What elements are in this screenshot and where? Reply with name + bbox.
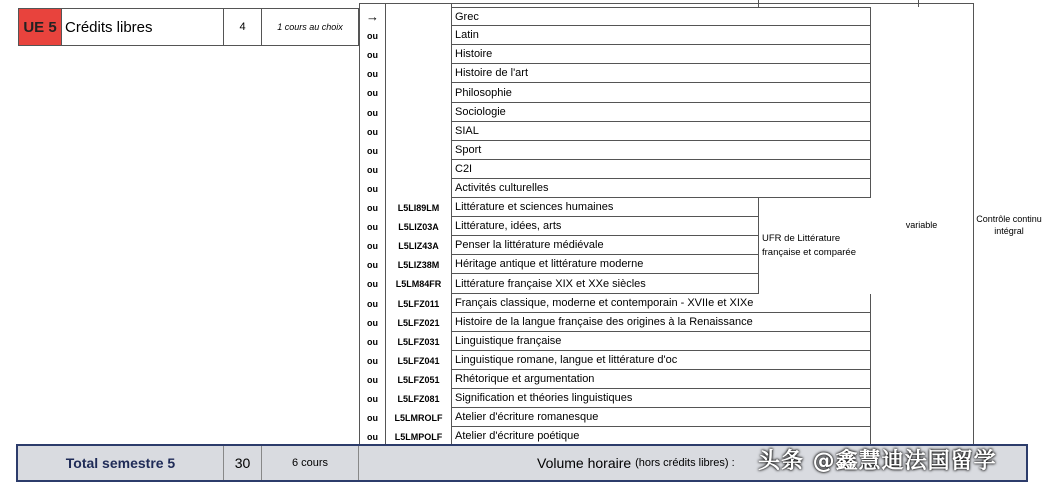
course-name: Philosophie: [452, 83, 871, 103]
course-name: Grec: [452, 7, 871, 26]
grid-tick-ufr: [758, 0, 759, 7]
course-code: [386, 26, 451, 45]
total-label: Total semestre 5: [18, 446, 224, 480]
course-code: [386, 7, 451, 26]
course-name: Linguistique romane, langue et littérature d'oc: [452, 351, 871, 370]
course-name: Sociologie: [452, 103, 871, 122]
or-connector: ou: [367, 374, 378, 385]
or-connector: ou: [367, 431, 378, 442]
course-name: SIAL: [452, 122, 871, 141]
course-name: Héritage antique et littérature moderne: [452, 255, 759, 274]
or-connector: ou: [367, 145, 378, 156]
course-code: [386, 160, 451, 179]
course-name: Littérature et sciences humaines: [452, 198, 759, 217]
course-code: L5LFZ081: [397, 393, 440, 404]
or-connector: ou: [367, 88, 378, 98]
grid-tick-hours: [918, 0, 919, 7]
course-name: Français classique, moderne et contemporain - XVIIe et XIXe: [452, 294, 871, 313]
ue-choice: 1 cours au choix: [262, 8, 359, 46]
hours-value: variable: [905, 220, 938, 230]
or-connector: ou: [367, 183, 378, 194]
course-name: Sport: [452, 141, 871, 160]
or-connector: ou: [367, 49, 378, 60]
ufr-label: UFR de Littérature française et comparée: [758, 198, 870, 294]
course-code: L5LI89LM: [397, 202, 440, 213]
total-courses: 6 cours: [262, 446, 359, 480]
volume-note: (hors crédits libres) :: [635, 457, 735, 469]
ue-title: Crédits libres: [62, 8, 224, 46]
course-name: Histoire: [452, 45, 871, 64]
ue-credits: 4: [224, 8, 262, 46]
ue-badge: UE 5: [18, 8, 62, 46]
course-name: C2I: [452, 160, 871, 179]
or-connector: ou: [367, 279, 378, 289]
course-code: L5LIZ38M: [397, 259, 440, 270]
course-name: Activités culturelles: [452, 179, 871, 198]
course-name: Signification et théories linguistiques: [452, 389, 871, 408]
watermark: 头条 @鑫慧迪法国留学: [758, 448, 997, 474]
course-code: [386, 179, 451, 198]
or-connector: ou: [367, 298, 378, 309]
course-code: L5LFZ051: [397, 374, 440, 385]
course-code: L5LMPOLF: [394, 431, 443, 442]
or-connector: ou: [367, 336, 378, 347]
course-code: L5LIZ03A: [398, 221, 439, 232]
or-connector: ou: [367, 393, 378, 404]
course-name: Linguistique française: [452, 332, 871, 351]
or-connector: ou: [367, 259, 378, 270]
course-code: L5LM84FR: [395, 279, 442, 289]
or-connector: ou: [367, 221, 378, 232]
or-connector: ou: [367, 412, 378, 423]
or-connector: ou: [367, 355, 378, 366]
course-name: Penser la littérature médiévale: [452, 236, 759, 255]
course-code: [386, 83, 451, 103]
course-name: Atelier d'écriture romanesque: [452, 408, 871, 427]
course-name: Rhétorique et argumentation: [452, 370, 871, 389]
course-code: L5LMROLF: [394, 412, 443, 423]
or-connector: ou: [367, 68, 378, 79]
course-code: [386, 64, 451, 83]
course-code: L5LIZ43A: [398, 240, 439, 251]
course-code: L5LFZ021: [397, 317, 440, 328]
course-name: Littérature, idées, arts: [452, 217, 759, 236]
course-code: L5LFZ041: [397, 355, 440, 366]
arrow-icon: →: [366, 9, 379, 24]
course-code: L5LFZ031: [397, 336, 440, 347]
total-credits: 30: [224, 446, 262, 480]
or-connector: ou: [367, 202, 378, 213]
or-connector: ou: [367, 30, 378, 41]
or-connector: ou: [367, 164, 378, 175]
course-name: Latin: [452, 26, 871, 45]
or-connector: ou: [367, 317, 378, 328]
course-code: [386, 122, 451, 141]
volume-main: Volume horaire: [537, 455, 632, 471]
course-code: [386, 45, 451, 64]
evaluation-mode: Contrôle continu intégral: [976, 214, 1042, 236]
course-name: Atelier d'écriture poétique: [452, 427, 871, 446]
course-name: Histoire de l'art: [452, 64, 871, 83]
course-code: [386, 141, 451, 160]
or-connector: ou: [367, 107, 378, 118]
or-connector: ou: [367, 240, 378, 251]
course-name: Littérature française XIX et XXe siècles: [452, 274, 759, 294]
course-name: Histoire de la langue française des origines à la Renaissance: [452, 313, 871, 332]
course-code: L5LFZ011: [397, 298, 440, 309]
course-code: [386, 103, 451, 122]
or-connector: ou: [367, 126, 378, 137]
